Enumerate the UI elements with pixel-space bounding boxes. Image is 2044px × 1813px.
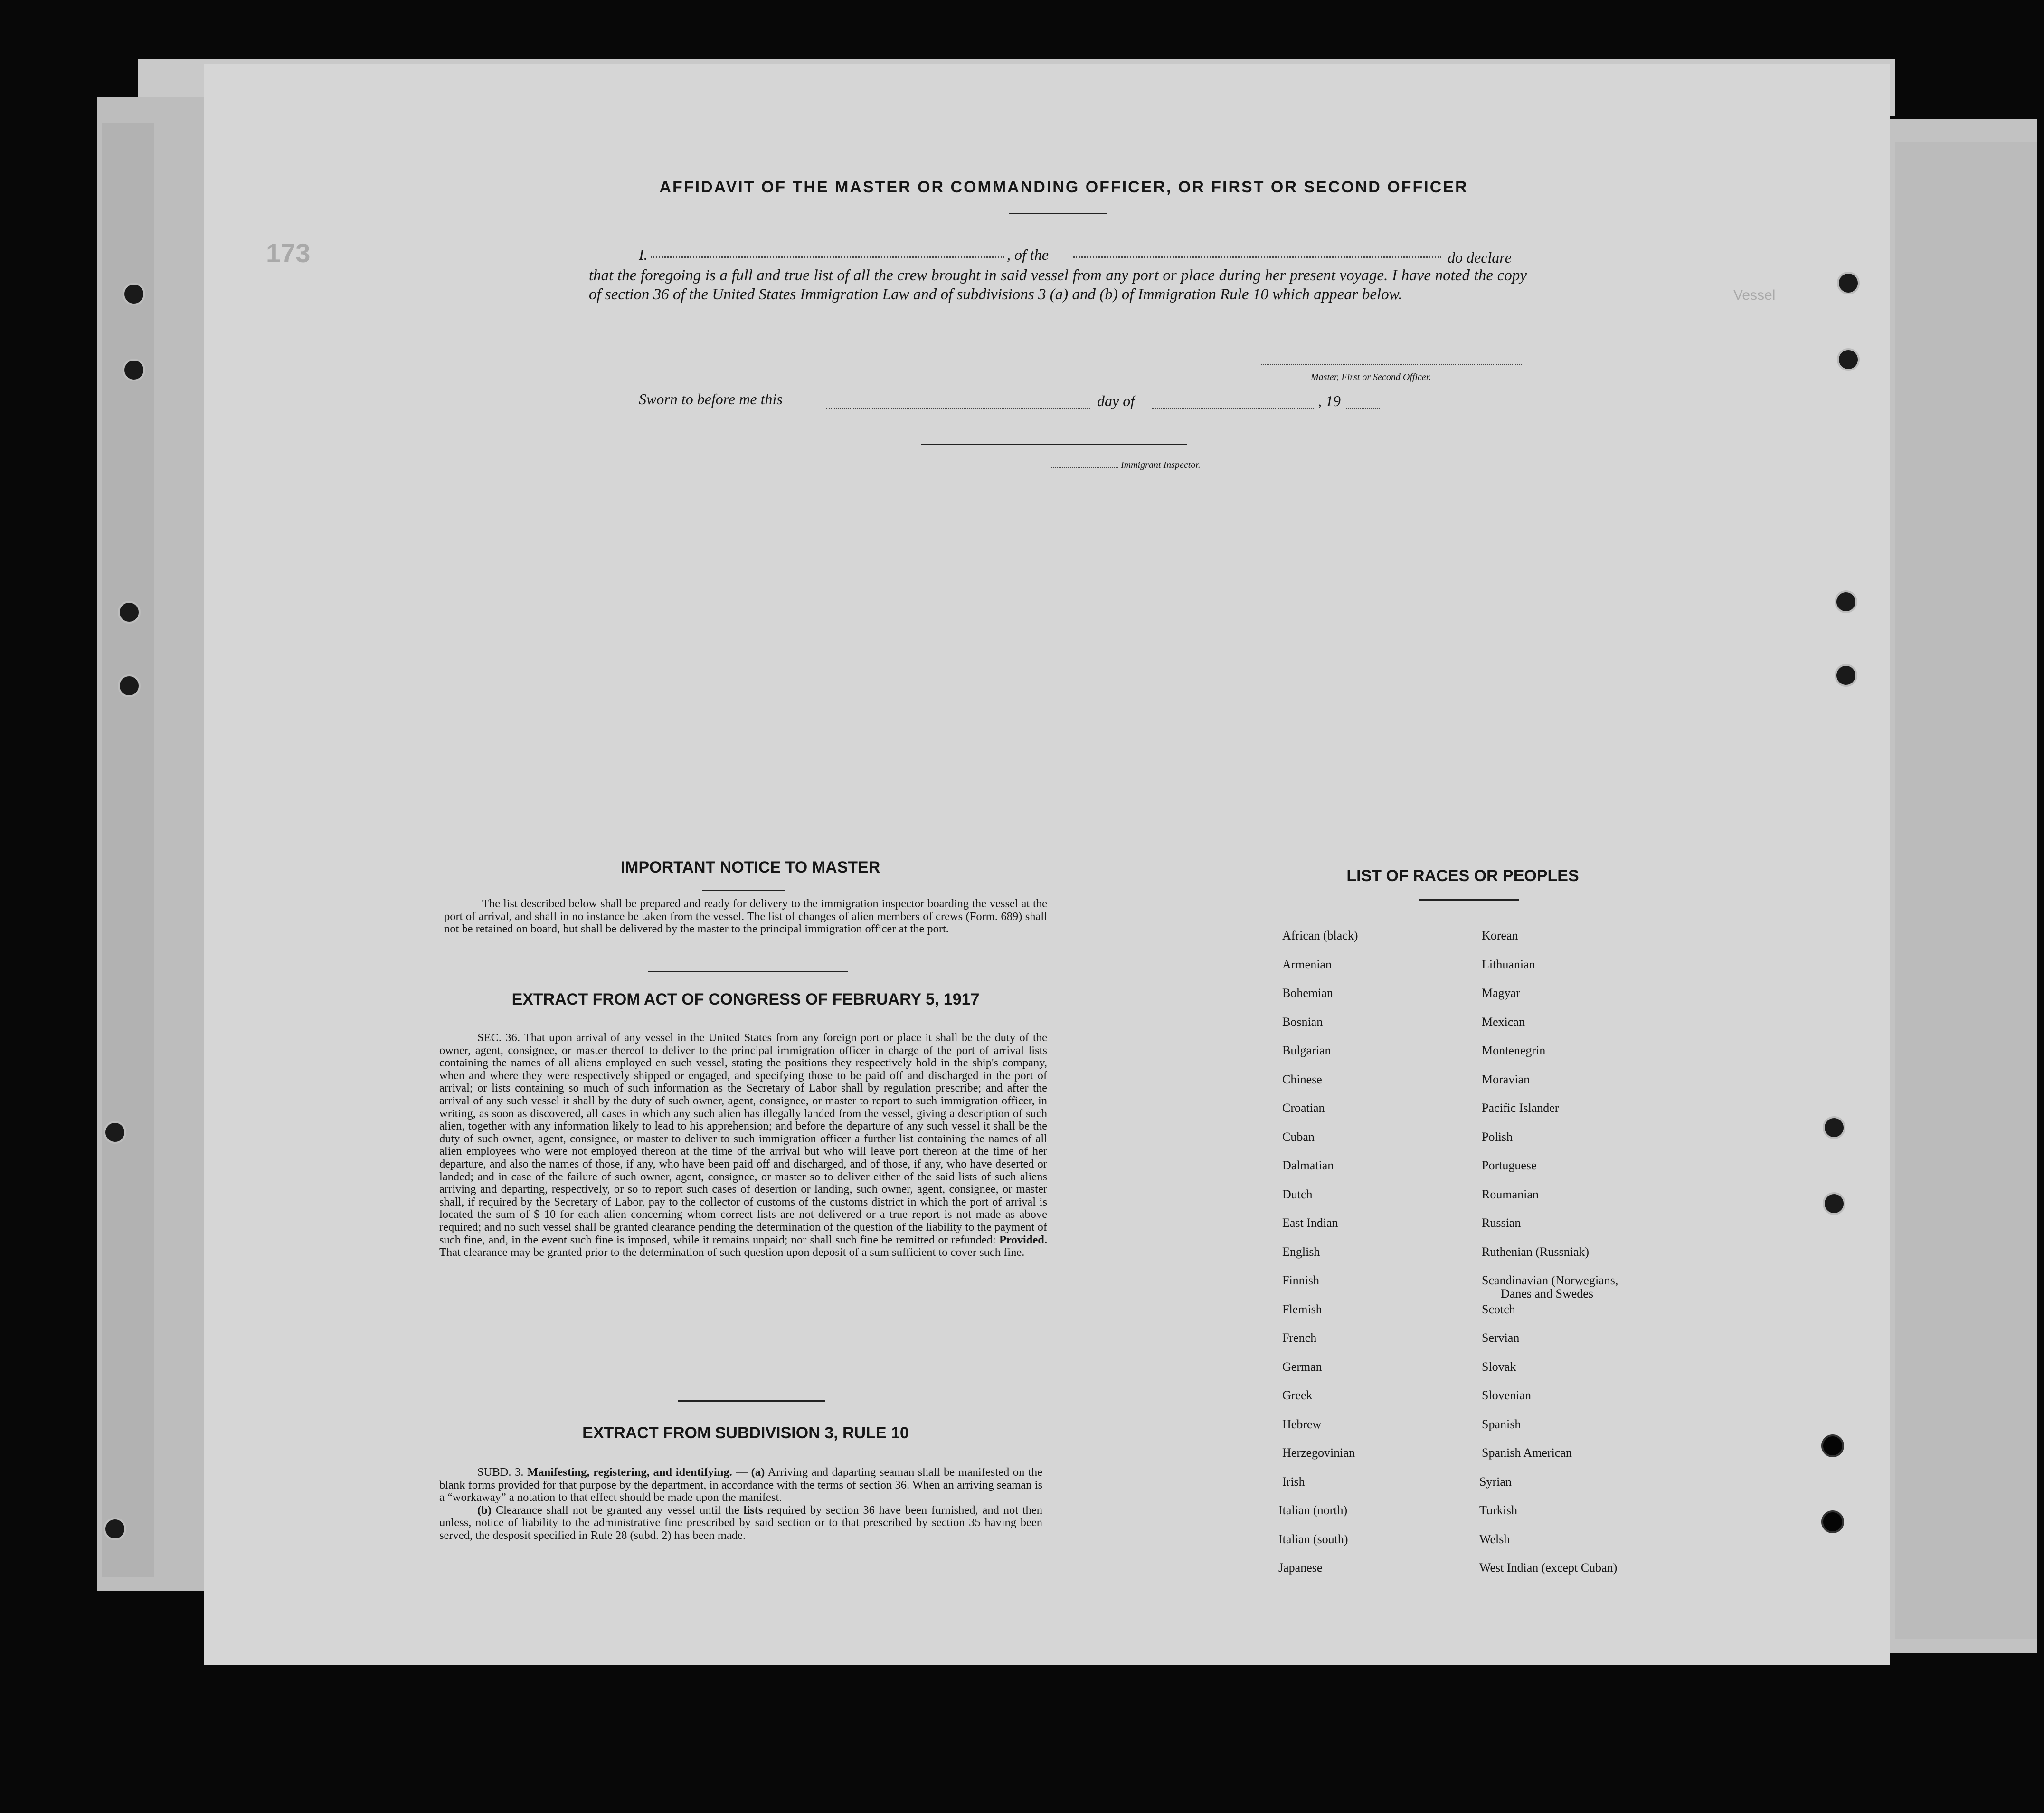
notice-title: IMPORTANT NOTICE TO MASTER <box>620 858 880 876</box>
punch-hole <box>123 359 145 381</box>
race-item: Portuguese <box>1482 1158 1537 1172</box>
race-item: Croatian <box>1282 1101 1325 1115</box>
races-title: LIST OF RACES OR PEOPLES <box>1346 867 1579 885</box>
subd-b-text-1: Clearance shall not be granted any vessel until the <box>495 1503 739 1517</box>
sworn-text: Sworn to before me this <box>639 390 783 408</box>
sec-36-text-end: That clearance may be granted prior to the determination of such question upon deposit of a sum sufficient to cover such fine. <box>439 1246 1025 1259</box>
race-item: Korean <box>1482 929 1518 942</box>
race-item: Dalmatian <box>1282 1158 1334 1172</box>
provided-label: Provided. <box>999 1233 1048 1246</box>
punch-hole <box>1823 1192 1845 1215</box>
race-item: French <box>1282 1331 1317 1345</box>
race-item: Moravian <box>1482 1072 1530 1086</box>
underlying-page-right-inner <box>1895 142 2037 1639</box>
race-item: Polish <box>1482 1130 1513 1144</box>
subd-a-text: Arriving and daparting seaman shall be manifested on the blank forms provided for that purpose by the department, in accordance with the terms of section 36. When an arriving seaman is a “workaway” a notation to that effect should be made upon the manifest. <box>439 1466 1043 1504</box>
section-divider <box>648 971 848 972</box>
day-of-text: day of <box>1097 392 1135 409</box>
punch-hole <box>123 283 145 305</box>
ghost-stamp-number: 173 <box>266 238 311 268</box>
document-sheet <box>204 64 1890 1665</box>
race-item: Mexican <box>1482 1015 1525 1029</box>
punch-hole <box>104 1518 126 1540</box>
sec-36-text: SEC. 36. That upon arrival of any vessel in the United States from any foreign port or place it shall be the duty of the owner, agent, consignee, or master thereof to deliver to the principal immigration officer in charge of the port of arrival lists containing the names of all aliens employed en such vessel, stating the positions they respectively hold in the ship's company, when and where they were respectively shipped or engaged, and specifying those to be paid off and discharged in the port of arrival; or lists containing so much of such information as the Secretary of Labor shall by regulation prescribe; and after the arrival of any such vessel it shall by the duty of such owner, agent, consignee, or master to report to such immigration officer, in writing, as soon as discovered, all cases in which any such alien has illegally landed from the vessel, giving a description of such alien, together with any information likely to lead to his apprehension; and before the departure of any such vessel it shall be the duty of such owner, agent, consignee, or master to deliver to such immigration officer a further list containing the names of all alien employees who were not employed thereon at the time of the arrival but who will leave port thereon at the time of her departure, and also the names of those, if any, who have been paid off and discharged, and of those, if any, who have deserted or landed; and in case of the failure of such owner, agent, consignee, or master so to deliver either of the said lists of such aliens arriving and departing, respectively, or so to report such cases of desertion or landing, such owner, agent, consignee, or master shall, if required by the Secretary of Labor, pay to the collector of customs of the customs district in which the port of arrival is located the sum of $ 10 for each alien concerning whom correct lists are not delivered or a true report is not made as above required; and no such vessel shall be granted clearance pending the determination of the question of the liability to the payment of such fine, and, in the event such fine is imposed, while it remains unpaid; nor shall such fine be remitted or refunded: <box>439 1031 1047 1246</box>
notice-text <box>444 898 1047 936</box>
race-item: Spanish <box>1482 1417 1521 1431</box>
subd-heading: Manifesting, registering, and identifying. <box>527 1466 732 1479</box>
race-item: Danes and Swedes <box>1501 1287 1593 1300</box>
race-item: Ruthenian (Russniak) <box>1482 1244 1590 1259</box>
affidavit-of-the: , of the <box>1007 246 1049 263</box>
year-blank <box>1346 408 1380 409</box>
race-item: West Indian (except Cuban) <box>1479 1561 1618 1575</box>
signature-caption: Master, First or Second Officer. <box>1311 372 1431 382</box>
race-item: Slovak <box>1482 1359 1516 1374</box>
race-item: Syrian <box>1479 1474 1512 1489</box>
race-item: Bosnian <box>1282 1015 1323 1029</box>
race-item: Japanese <box>1278 1561 1323 1575</box>
rule-extract-text <box>439 1466 1042 1542</box>
race-item: Russian <box>1482 1216 1521 1230</box>
race-item: Scandinavian (Norwegians, <box>1482 1273 1618 1287</box>
punch-hole <box>118 601 141 624</box>
subd-prefix: SUBD. 3. <box>477 1466 524 1479</box>
month-blank <box>1152 408 1315 409</box>
race-item: Hebrew <box>1282 1417 1322 1431</box>
title-divider <box>1009 213 1107 214</box>
race-item: Chinese <box>1282 1072 1322 1086</box>
signature-blank <box>1259 364 1522 365</box>
ghost-vessel-label: Vessel <box>1733 287 1776 303</box>
race-item: Welsh <box>1479 1532 1510 1546</box>
subd-b-label: (b) <box>477 1503 492 1517</box>
subd-b-paragraph <box>439 1504 1042 1542</box>
day-blank <box>826 408 1090 409</box>
race-item: Italian (south) <box>1278 1532 1348 1546</box>
race-item: Finnish <box>1282 1273 1320 1287</box>
race-item: Montenegrin <box>1482 1044 1546 1057</box>
race-item: Roumanian <box>1482 1187 1539 1201</box>
race-item: English <box>1282 1244 1320 1259</box>
race-item: Greek <box>1282 1388 1313 1402</box>
subd-b-text-2: required by section 36 have been furnished, and not then unless, notice of liability to the administrative fine prescribed by said section or to that prescribed by section 35 having been served, the desposit specified in Rule 28 (subd. 2) has been made. <box>439 1503 1043 1542</box>
race-item: Italian (north) <box>1278 1503 1348 1517</box>
affidavit-do-declare: do declare <box>1448 249 1512 266</box>
race-item: Scotch <box>1482 1302 1515 1316</box>
race-item: Cuban <box>1282 1130 1315 1144</box>
race-item: Irish <box>1282 1474 1305 1489</box>
race-item: Bohemian <box>1282 986 1333 1000</box>
subd-b-lists: lists <box>743 1503 763 1517</box>
inspector-caption: Immigrant Inspector. <box>1121 460 1201 470</box>
race-item: African (black) <box>1282 929 1358 942</box>
race-item: Spanish American <box>1482 1446 1572 1460</box>
punch-hole <box>1835 664 1857 687</box>
section-divider <box>678 1400 825 1402</box>
race-item: Magyar <box>1482 986 1520 1000</box>
underlying-page-left-strip <box>102 123 154 1577</box>
punch-hole <box>1837 348 1860 371</box>
affidavit-i: I. <box>639 246 648 263</box>
inspector-blank <box>1050 467 1118 468</box>
inspector-signature-line <box>921 444 1187 445</box>
race-item: Dutch <box>1282 1187 1313 1201</box>
act-extract-text <box>439 1032 1047 1259</box>
race-item: East Indian <box>1282 1216 1338 1230</box>
race-item: German <box>1282 1359 1322 1374</box>
race-item: Armenian <box>1282 957 1332 971</box>
vessel-blank <box>1073 256 1441 258</box>
race-item: Servian <box>1482 1331 1520 1345</box>
race-item: Bulgarian <box>1282 1044 1331 1057</box>
act-extract-title: EXTRACT FROM ACT OF CONGRESS OF FEBRUARY 5, 1917 <box>511 990 980 1008</box>
punch-hole <box>1821 1510 1844 1533</box>
notice-paragraph: The list described below shall be prepared and ready for delivery to the immigration inspector boarding the vessel at the port of arrival, and shall in no instance be taken from the vessel. The list of changes of alien members of crews (Form. 689) shall not be retained on board, but shall be delivered by the master to the principal immigration officer at the port. <box>444 897 1047 936</box>
punch-hole <box>1837 272 1860 294</box>
punch-hole <box>1823 1116 1845 1139</box>
race-item: Lithuanian <box>1482 957 1535 971</box>
rule-extract-title: EXTRACT FROM SUBDIVISION 3, RULE 10 <box>582 1424 909 1442</box>
punch-hole <box>118 674 141 697</box>
race-item: Flemish <box>1282 1302 1322 1316</box>
race-item: Slovenian <box>1482 1388 1531 1402</box>
name-blank <box>651 256 1004 258</box>
affidavit-statement: that the foregoing is a full and true list of all the crew brought in said vessel from any port or place during her present voyage. I have noted the copy of section 36 of the United States Immigration Law and of subdivisions 3 (a) and (b) of Immigration Rule 10 which appear below. <box>589 267 1527 303</box>
races-divider <box>1419 899 1519 901</box>
race-item: Herzegovinian <box>1282 1446 1355 1460</box>
sec-36-paragraph <box>439 1032 1047 1259</box>
punch-hole <box>1821 1434 1844 1457</box>
race-item: Pacific Islander <box>1482 1101 1559 1115</box>
affidavit-title: AFFIDAVIT OF THE MASTER OR COMMANDING OFFICER, OR FIRST OR SECOND OFFICER <box>659 178 1468 196</box>
punch-hole <box>104 1121 126 1144</box>
subd-3-paragraph <box>439 1466 1042 1504</box>
notice-divider <box>702 890 785 891</box>
year-prefix: , 19 <box>1318 392 1341 409</box>
race-item: Turkish <box>1479 1503 1517 1517</box>
subd-a-label: — (a) <box>736 1466 765 1479</box>
punch-hole <box>1835 590 1857 613</box>
